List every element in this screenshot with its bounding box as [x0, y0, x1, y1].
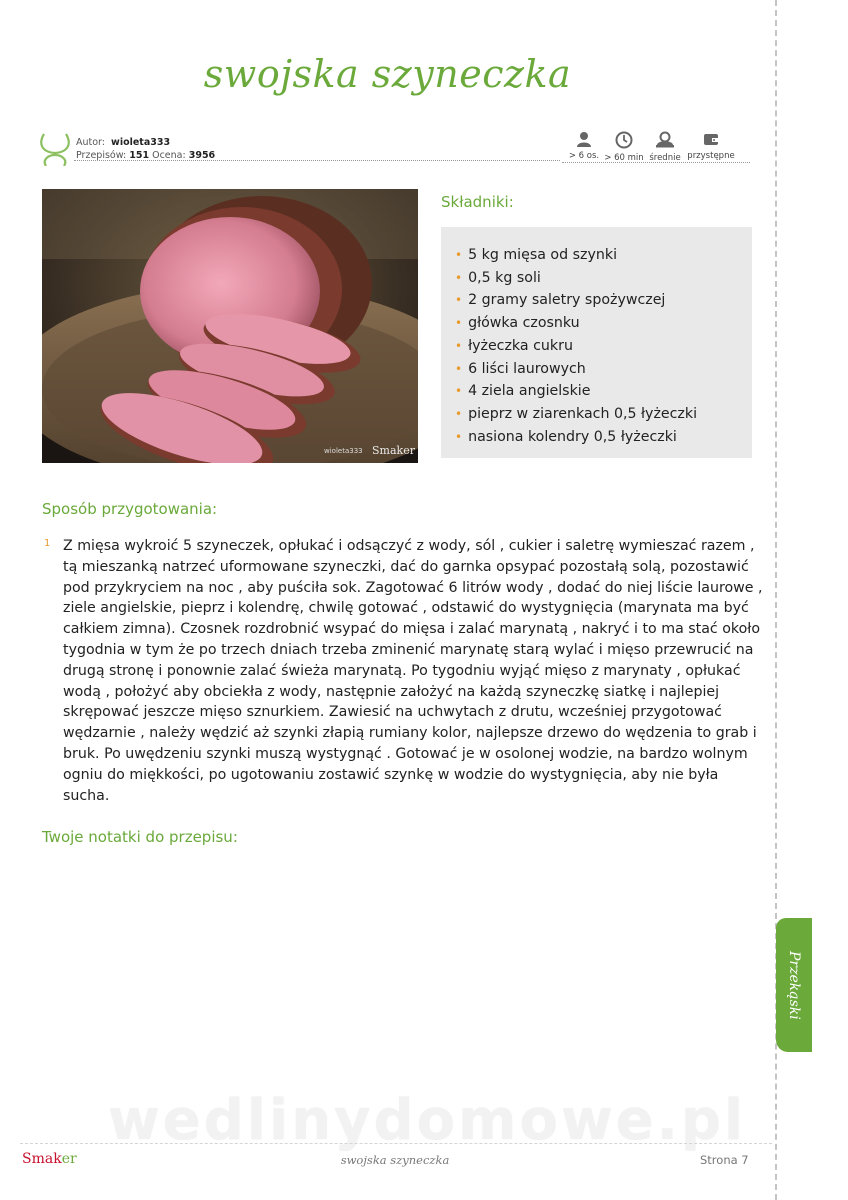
list-item: • 0,5 kg soli	[455, 269, 541, 286]
list-item: • główka czosnku	[455, 315, 580, 332]
person-icon	[576, 131, 592, 147]
category-tab[interactable]	[776, 918, 812, 1052]
site-watermark: wedlinydomowe.pl	[108, 1088, 747, 1153]
photo-watermark: Smaker	[372, 444, 415, 457]
footer-title: swojska szyneczka	[340, 1153, 450, 1167]
author-label: Autor:	[76, 137, 105, 148]
list-item: • 6 liści laurowych	[455, 360, 586, 377]
ham-photo-illustration	[42, 189, 418, 463]
ingredients-box	[441, 227, 752, 458]
logo-main: Smak	[22, 1151, 62, 1167]
author-info	[76, 136, 215, 162]
smaker-logo	[22, 1151, 77, 1167]
list-item: • pieprz w ziarenkach 0,5 łyżeczki	[455, 405, 698, 422]
wallet-icon	[702, 131, 720, 147]
category-tab-label: Przekąski	[786, 950, 802, 1020]
difficulty-meta	[640, 131, 690, 163]
cost-meta	[686, 131, 736, 161]
recipes-label: Przepisów:	[76, 150, 127, 161]
cost-value: przystępne	[687, 151, 735, 161]
servings-value: > 6 os.	[568, 151, 600, 161]
recipe-title: swojska szyneczka	[203, 52, 572, 96]
rating-value: 3956	[188, 150, 216, 161]
list-item: • 2 gramy saletry spożywczej	[455, 292, 666, 309]
time-value: > 60 min	[604, 153, 644, 163]
chef-hat-icon	[655, 131, 675, 149]
preparation-heading: Sposób przygotowania:	[42, 500, 218, 518]
ingredients-heading: Składniki:	[441, 193, 514, 211]
recipes-count: 151	[129, 150, 150, 161]
footer-divider	[20, 1143, 772, 1144]
rating-label: Ocena:	[152, 150, 186, 161]
list-item: • nasiona kolendry 0,5 łyżeczki	[455, 428, 677, 445]
logo-accent: er	[61, 1151, 77, 1167]
notes-heading: Twoje notatki do przepisu:	[42, 828, 238, 846]
recipe-photo	[42, 189, 418, 463]
author-divider	[74, 160, 560, 161]
step-text: Z mięsa wykroić 5 szyneczek, opłukać i odsączyć z wody, sól , cukier i saletrę wymieszać razem , tą mieszanką natrzeć uformowane szyneczki, dać do garnka opsypać pozostałą solą, pozostawić pod przykryciem na noc , aby puściła sok. Zagotować 6 litrów wody , dodać do niej liście laurowe , ziele angielskie, pieprz i kolendrę, chwilę gotować , odstawić do wystygnięcia (marynata ma być całkiem zimna). Czosnek rozdrobnić wsypać do mięsa i zalać marynatą , nakryć i to ma stać około tygodnia w tym że po trzech dniach trzeba zminenić marynatę starą wylać i mięso przewrucić na drugą stronę i ponownie zalać świeża marynatą. Po tygodniu wyjąć mięso z marynaty , opłukać wodą , położyć aby obciekła z wody, następnie założyć na każdą szyneczkę siatkę i najlepiej skrępować jeszcze mięso sznurkiem. Zawiesić na uchwytach z drutu, wcześniej przygotować wędzarnie , należy wędzić aż szynki złapią rumiany kolor, najlepsze drzewo do wędzenia to grab i bruk. Po uwędzeniu szynki muszą wystygnąć . Gotować je w osolonej wodzie, na bardzo wolnym ogniu do miękkości, po ugotowaniu zostawić szynkę w wodzie do wystygnięcia, aby nie była sucha.	[63, 538, 763, 804]
author-name[interactable]: wioleta333	[111, 137, 171, 148]
smaker-ornament-icon	[38, 132, 72, 166]
list-item: • łyżeczka cukru	[455, 337, 573, 354]
step-number: 1	[44, 538, 51, 549]
ingredients-list	[441, 227, 752, 448]
page-number: Strona 7	[700, 1153, 749, 1167]
photo-credit: wioleta333	[324, 447, 363, 455]
clock-icon	[615, 131, 633, 149]
list-item: • 5 kg mięsa od szynki	[455, 247, 618, 263]
list-item: • 4 ziela angielskie	[455, 383, 591, 400]
difficulty-value: średnie	[649, 153, 681, 163]
